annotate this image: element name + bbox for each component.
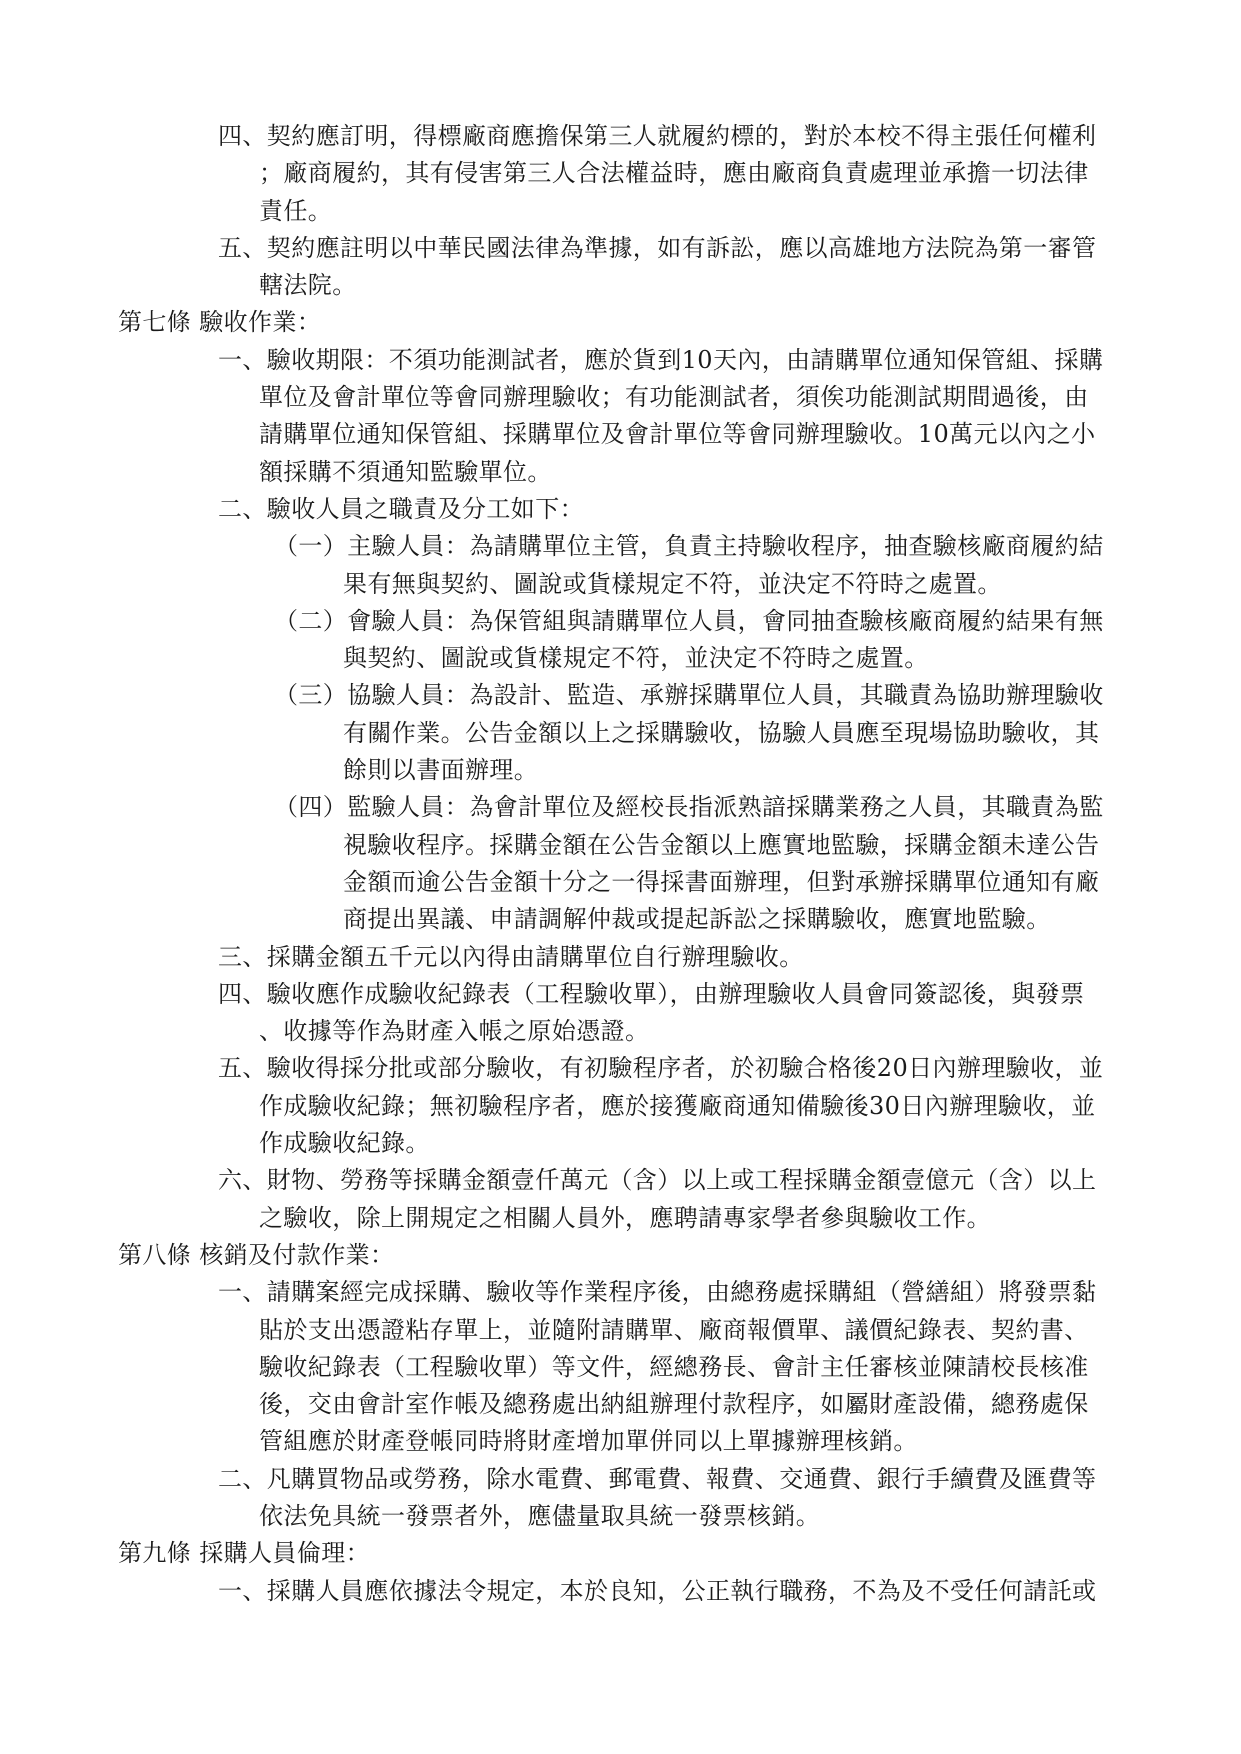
document-line — [0, 640, 1241, 677]
document-line — [0, 1162, 1241, 1199]
clause-line: 一、採購人員應依據法令規定，本於良知，公正執行職務，不為及不受任何請託或 — [218, 1576, 1097, 1605]
subclause-line: （四）監驗人員：為會計單位及經校長指派熟諳採購業務之人員，其職責為監 — [274, 793, 1104, 822]
clause-continuation-line: 、收據等作為財產入帳之原始憑證。 — [259, 1017, 650, 1046]
clause-continuation-line: 責任。 — [259, 196, 333, 225]
document-line — [0, 1274, 1241, 1311]
subclause-continuation-line: 餘則以書面辦理。 — [343, 756, 539, 785]
clause-continuation-line: 單位及會計單位等會同辦理驗收；有功能測試者，須俟功能測試期間過後，由 — [259, 383, 1089, 412]
subclause-continuation-line: 與契約、圖說或貨樣規定不符，並決定不符時之處置。 — [343, 644, 929, 673]
subclause-continuation-line: 金額而逾公告金額十分之一得採書面辦理，但對承辦採購單位通知有廠 — [343, 867, 1100, 896]
document-line — [0, 491, 1241, 528]
document-line — [0, 603, 1241, 640]
document-line — [0, 379, 1241, 416]
document-line — [0, 566, 1241, 603]
document-line — [0, 267, 1241, 304]
document-line — [0, 155, 1241, 192]
clause-line: 一、請購案經完成採購、驗收等作業程序後，由總務處採購組（營繕組）將發票黏 — [218, 1278, 1097, 1307]
document-line — [0, 1050, 1241, 1087]
document-line — [0, 1125, 1241, 1162]
clause-line: 二、驗收人員之職責及分工如下： — [218, 494, 584, 523]
subclause-continuation-line: 商提出異議、申請調解仲裁或提起訴訟之採購驗收，應實地監驗。 — [343, 905, 1051, 934]
clause-line: 五、驗收得採分批或部分驗收，有初驗程序者，於初驗合格後20日內辦理驗收，並 — [218, 1054, 1104, 1083]
clause-line: 二、凡購買物品或勞務，除水電費、郵電費、報費、交通費、銀行手續費及匯費等 — [218, 1464, 1097, 1493]
document-line — [0, 1498, 1241, 1535]
document-line — [0, 528, 1241, 565]
clause-continuation-line: 額採購不須通知監驗單位。 — [259, 457, 552, 486]
document-line — [0, 1461, 1241, 1498]
clause-line: 四、契約應訂明，得標廠商應擔保第三人就履約標的，對於本校不得主張任何權利 — [218, 122, 1097, 150]
document-line — [0, 715, 1241, 752]
document-line — [0, 752, 1241, 789]
clause-line: 一、驗收期限：不須功能測試者，應於貨到10天內，由請購單位通知保管組、採購 — [218, 345, 1104, 374]
clause-continuation-line: 請購單位通知保管組、採購單位及會計單位等會同辦理驗收。10萬元以內之小 — [259, 420, 1096, 449]
article-heading: 第九條 採購人員倫理： — [118, 1539, 371, 1568]
clause-continuation-line: ；廠商履約，其有侵害第三人合法權益時，應由廠商負責處理並承擔一切法律 — [259, 159, 1089, 188]
document-line — [0, 1535, 1241, 1572]
document-line — [0, 1349, 1241, 1386]
document-line — [0, 677, 1241, 714]
document-line — [0, 118, 1241, 155]
document-line — [0, 1237, 1241, 1274]
clause-line: 三、採購金額五千元以內得由請購單位自行辦理驗收。 — [218, 942, 804, 971]
clause-continuation-line: 後，交由會計室作帳及總務處出納組辦理付款程序，如屬財產設備，總務處保 — [259, 1390, 1089, 1419]
document-line — [0, 1088, 1241, 1125]
document-line — [0, 976, 1241, 1013]
article-heading: 第七條 驗收作業： — [118, 308, 322, 337]
clause-continuation-line: 貼於支出憑證粘存單上，並隨附請購單、廠商報價單、議價紀錄表、契約書、 — [259, 1315, 1089, 1344]
clause-line: 六、財物、勞務等採購金額壹仟萬元（含）以上或工程採購金額壹億元（含）以上 — [218, 1166, 1097, 1195]
clause-continuation-line: 驗收紀錄表（工程驗收單）等文件，經總務長、會計主任審核並陳請校長核准 — [259, 1352, 1089, 1381]
clause-continuation-line: 作成驗收紀錄；無初驗程序者，應於接獲廠商通知備驗後30日內辦理驗收，並 — [259, 1091, 1096, 1120]
document-line — [0, 1423, 1241, 1460]
document-line — [0, 1013, 1241, 1050]
subclause-continuation-line: 視驗收程序。採購金額在公告金額以上應實地監驗，採購金額未達公告 — [343, 830, 1100, 859]
subclause-continuation-line: 有關作業。公告金額以上之採購驗收，協驗人員應至現場協助驗收，其 — [343, 718, 1100, 747]
clause-line: 四、驗收應作成驗收紀錄表（工程驗收單），由辦理驗收人員會同簽認後，與發票 — [218, 979, 1085, 1008]
document-line — [0, 901, 1241, 938]
document-line — [0, 193, 1241, 230]
subclause-line: （二）會驗人員：為保管組與請購單位人員，會同抽查驗核廠商履約結果有無 — [274, 606, 1104, 635]
article-heading: 第八條 核銷及付款作業： — [118, 1240, 395, 1269]
clause-continuation-line: 轄法院。 — [259, 271, 357, 300]
clause-continuation-line: 管組應於財產登帳同時將財產增加單併同以上單據辦理核銷。 — [259, 1427, 918, 1456]
document-line — [0, 1312, 1241, 1349]
document-line — [0, 864, 1241, 901]
document-line — [0, 454, 1241, 491]
subclause-line: （一）主驗人員：為請購單位主管，負責主持驗收程序，抽查驗核廠商履約結 — [274, 532, 1104, 561]
document-line — [0, 1386, 1241, 1423]
document-line — [0, 939, 1241, 976]
document-line — [0, 1573, 1241, 1610]
clause-continuation-line: 之驗收，除上開規定之相關人員外，應聘請專家學者參與驗收工作。 — [259, 1203, 991, 1232]
clause-line: 五、契約應註明以中華民國法律為準據，如有訴訟，應以高雄地方法院為第一審管 — [218, 233, 1097, 262]
document-line — [0, 789, 1241, 826]
document-line — [0, 827, 1241, 864]
subclause-continuation-line: 果有無與契約、圖說或貨樣規定不符，並決定不符時之處置。 — [343, 569, 1002, 598]
clause-continuation-line: 作成驗收紀錄。 — [259, 1129, 430, 1158]
subclause-line: （三）協驗人員：為設計、監造、承辦採購單位人員，其職責為協助辦理驗收 — [274, 681, 1104, 710]
document-line — [0, 342, 1241, 379]
clause-continuation-line: 依法免具統一發票者外，應儘量取具統一發票核銷。 — [259, 1501, 821, 1530]
document-line — [0, 230, 1241, 267]
document-line — [0, 416, 1241, 453]
document-line — [0, 1200, 1241, 1237]
document-body — [0, 118, 1241, 1610]
document-line — [0, 304, 1241, 341]
